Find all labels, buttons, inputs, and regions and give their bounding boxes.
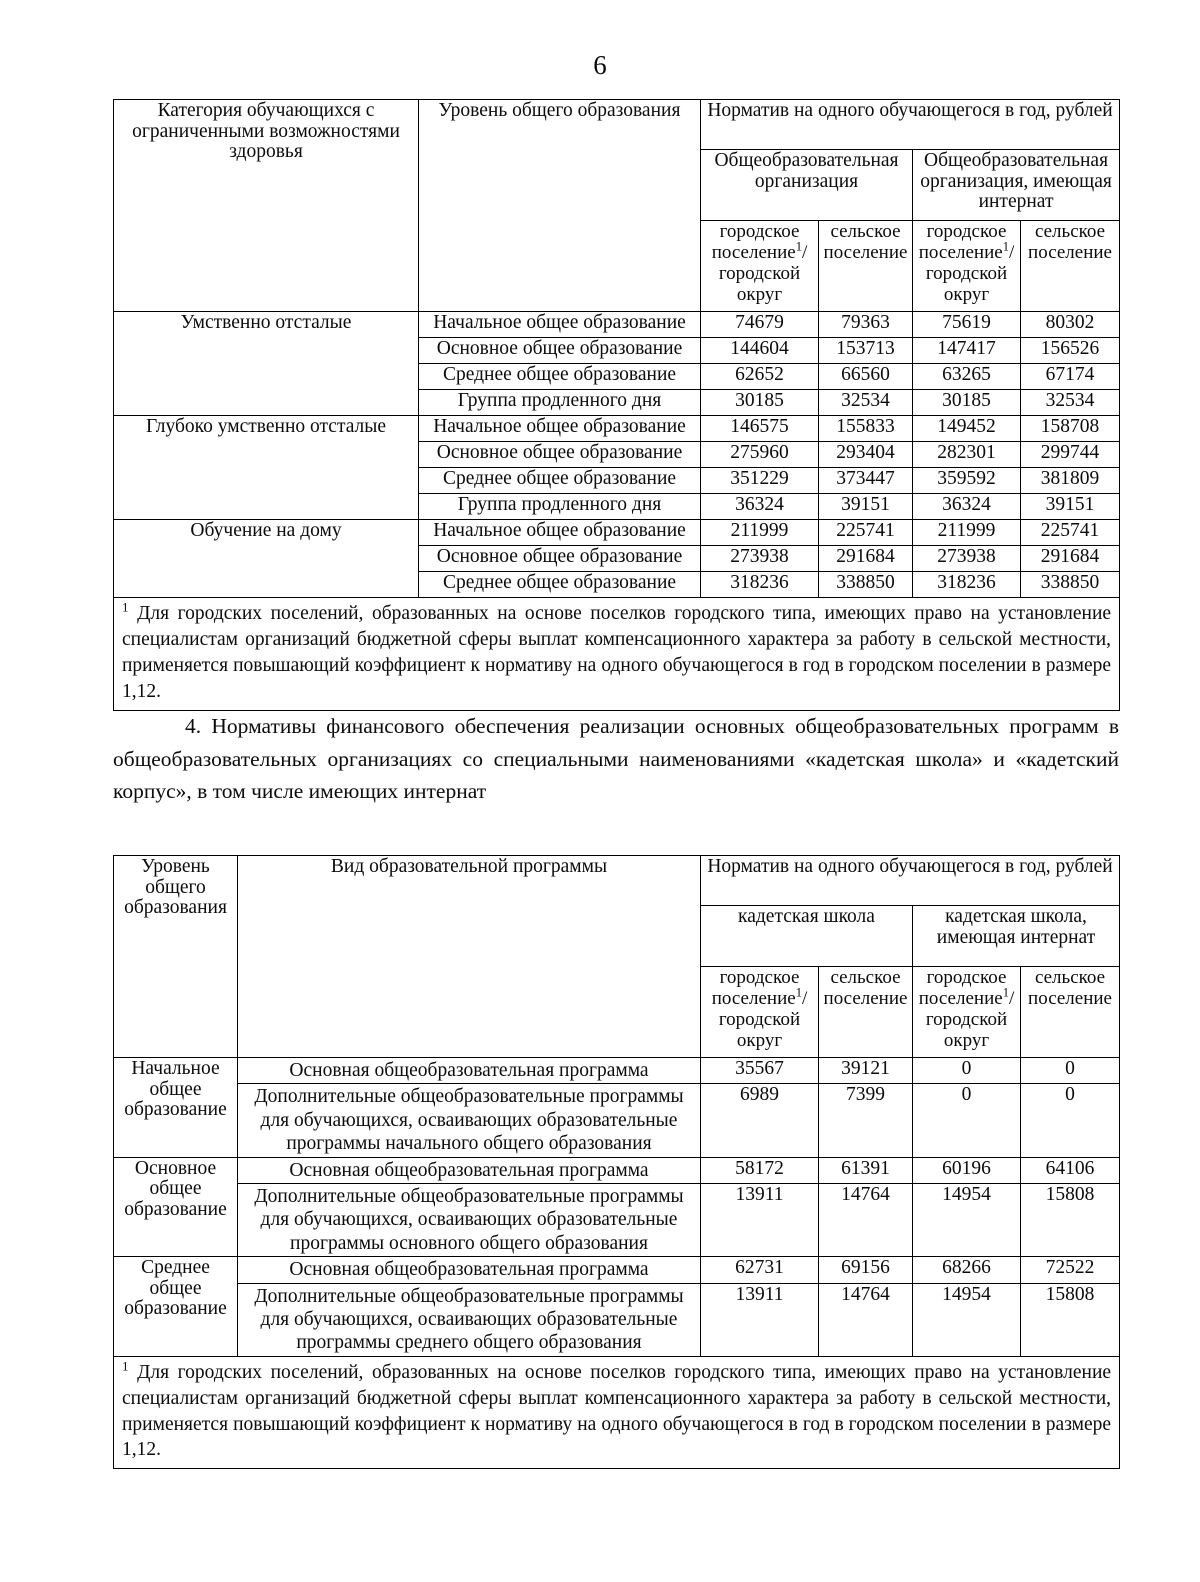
table-cadet-school-norms xyxy=(113,855,1119,1469)
table1-value: 144604 xyxy=(701,338,819,364)
table2-program-cell: Дополнительные общеобразовательные программы для обучающихся, осваивающих образовательные программы начального общего образования xyxy=(238,1084,701,1157)
table2-level-label: Основное общее образование xyxy=(114,1157,238,1257)
table1-value: 225741 xyxy=(819,520,913,546)
table2-subheader-rural-2: сельское поселение xyxy=(1021,967,1120,1058)
table2-footnote-row xyxy=(114,1356,1120,1469)
table1-value: 66560 xyxy=(819,364,913,390)
table1-level-cell: Начальное общее образование xyxy=(419,416,701,442)
table1-value: 30185 xyxy=(701,390,819,416)
table1-subheader-urban-1 xyxy=(701,221,819,312)
footnote-ref-icon: 1 xyxy=(1002,239,1009,254)
table1-value: 318236 xyxy=(701,572,819,598)
table1-value: 146575 xyxy=(701,416,819,442)
table2-subheader-urban-2 xyxy=(913,967,1021,1058)
table1-value: 62652 xyxy=(701,364,819,390)
table1-subheader-urban-2 xyxy=(913,221,1021,312)
table2-subheader-urban-1 xyxy=(701,967,819,1058)
table1-level-cell: Начальное общее образование xyxy=(419,312,701,338)
table-row xyxy=(114,1084,1120,1157)
table1-value: 155833 xyxy=(819,416,913,442)
table1-value: 80302 xyxy=(1021,312,1120,338)
table1-value: 225741 xyxy=(1021,520,1120,546)
table2-value: 14764 xyxy=(819,1283,913,1356)
table1-subheader-urban-1-tail: / городской округ xyxy=(718,241,808,305)
table2-header-norm-group: Норматив на одного обучающегося в год, рублей xyxy=(701,856,1120,906)
table2-value: 13911 xyxy=(701,1283,819,1356)
footnote-marker-icon: 1 xyxy=(122,1358,129,1374)
table1-subheader-urban-2-text: городское поселение xyxy=(918,221,1007,263)
table1-value: 36324 xyxy=(701,494,819,520)
table2-value: 64106 xyxy=(1021,1157,1120,1183)
footnote-ref-icon: 1 xyxy=(795,239,802,254)
table1-header-org-boarding: Общеобразовательная организация, имеющая интернат xyxy=(913,150,1120,221)
footnote-marker-icon: 1 xyxy=(122,599,129,615)
table-row xyxy=(114,312,1120,338)
table1-value: 36324 xyxy=(913,494,1021,520)
table1-value: 158708 xyxy=(1021,416,1120,442)
table1-value: 338850 xyxy=(819,572,913,598)
table1-subheader-rural-2: сельское поселение xyxy=(1021,221,1120,312)
table1-value: 318236 xyxy=(913,572,1021,598)
table-disabled-students-norms xyxy=(113,99,1119,711)
table2-header-level: Уровень общего образования xyxy=(114,856,238,1058)
footnote-ref-icon: 1 xyxy=(1002,985,1009,1000)
table2-program-cell: Основная общеобразовательная программа xyxy=(238,1257,701,1283)
table1-value: 338850 xyxy=(1021,572,1120,598)
table1-header-category: Категория обучающихся с ограниченными возможностями здоровья xyxy=(114,100,419,312)
table1-value: 32534 xyxy=(1021,390,1120,416)
table1-level-cell: Среднее общее образование xyxy=(419,572,701,598)
table1-value: 273938 xyxy=(701,546,819,572)
table2-value: 72522 xyxy=(1021,1257,1120,1283)
table1-footnote xyxy=(114,598,1119,710)
table2-value: 13911 xyxy=(701,1183,819,1256)
table2 xyxy=(113,855,1120,1469)
table2-header-row-1 xyxy=(114,856,1120,906)
table2-value: 14764 xyxy=(819,1183,913,1256)
table1-value: 156526 xyxy=(1021,338,1120,364)
table1-value: 74679 xyxy=(701,312,819,338)
table1-level-cell: Основное общее образование xyxy=(419,338,701,364)
table1-subheader-rural-1: сельское поселение xyxy=(819,221,913,312)
table1-header-row-1 xyxy=(114,100,1120,150)
table1-value: 32534 xyxy=(819,390,913,416)
table2-value: 0 xyxy=(913,1084,1021,1157)
table1-value: 351229 xyxy=(701,468,819,494)
table2-value: 58172 xyxy=(701,1157,819,1183)
table1 xyxy=(113,99,1120,711)
table1-value: 211999 xyxy=(701,520,819,546)
table1-footnote-cell xyxy=(114,598,1120,711)
table2-level-label: Начальное общее образование xyxy=(114,1058,238,1158)
table2-subheader-urban-2-text: городское поселение xyxy=(918,967,1007,1009)
table1-header-org-plain: Общеобразовательная организация xyxy=(701,150,913,221)
table2-value: 62731 xyxy=(701,1257,819,1283)
table2-value: 0 xyxy=(1021,1084,1120,1157)
table1-header-level: Уровень общего образования xyxy=(419,100,701,312)
table1-level-cell: Основное общее образование xyxy=(419,546,701,572)
table-row xyxy=(114,1157,1120,1183)
table2-value: 60196 xyxy=(913,1157,1021,1183)
table2-value: 6989 xyxy=(701,1084,819,1157)
page-number: 6 xyxy=(593,50,607,80)
section-paragraph-4: 4. Нормативы финансового обеспечения реализации основных общеобразовательных программ в общеобразовательных организациях со специальными наименованиями «кадетская школа» и «кадетский корпус», в том числе имеющих интернат xyxy=(113,714,1119,804)
table1-value: 359592 xyxy=(913,468,1021,494)
table2-value: 0 xyxy=(1021,1058,1120,1084)
table2-footnote-cell xyxy=(114,1356,1120,1469)
table1-value: 282301 xyxy=(913,442,1021,468)
table1-group-label: Умственно отсталые xyxy=(114,312,419,416)
table1-value: 153713 xyxy=(819,338,913,364)
table1-value: 39151 xyxy=(1021,494,1120,520)
table1-value: 75619 xyxy=(913,312,1021,338)
table2-program-cell: Основная общеобразовательная программа xyxy=(238,1157,701,1183)
table2-program-cell: Дополнительные общеобразовательные программы для обучающихся, осваивающих образовательные программы основного общего образования xyxy=(238,1183,701,1256)
table2-value: 0 xyxy=(913,1058,1021,1084)
table1-subheader-urban-1-text: городское поселение xyxy=(711,221,800,263)
table2-value: 39121 xyxy=(819,1058,913,1084)
table2-subheader-urban-1-tail: / городской округ xyxy=(718,987,808,1051)
table2-value: 69156 xyxy=(819,1257,913,1283)
table2-subheader-urban-2-tail: / городской округ xyxy=(925,987,1015,1051)
table1-value: 373447 xyxy=(819,468,913,494)
table2-value: 68266 xyxy=(913,1257,1021,1283)
footnote-ref-icon: 1 xyxy=(795,985,802,1000)
table1-value: 291684 xyxy=(819,546,913,572)
table2-value: 14954 xyxy=(913,1183,1021,1256)
table1-value: 79363 xyxy=(819,312,913,338)
table2-subheader-urban-1-text: городское поселение xyxy=(711,967,800,1009)
table1-footnote-text: Для городских поселений, образованных на основе поселков городского типа, имеющих право на установление специалистам организаций бюджетной сферы выплат компенсационного характера за работу в сельской местности, применяется повышающий коэффициент к нормативу на одного обучающегося в год в городском поселении в размере 1,12. xyxy=(122,603,1112,702)
table2-value: 15808 xyxy=(1021,1283,1120,1356)
table2-value: 35567 xyxy=(701,1058,819,1084)
table1-level-cell: Основное общее образование xyxy=(419,442,701,468)
table1-level-cell: Среднее общее образование xyxy=(419,468,701,494)
table2-subheader-rural-1: сельское поселение xyxy=(819,967,913,1058)
table-row xyxy=(114,1183,1120,1256)
table2-program-cell: Основная общеобразовательная программа xyxy=(238,1058,701,1084)
table2-header-school-plain: кадетская школа xyxy=(701,906,913,967)
table1-value: 291684 xyxy=(1021,546,1120,572)
table1-group-label: Глубоко умственно отсталые xyxy=(114,416,419,520)
table2-value: 14954 xyxy=(913,1283,1021,1356)
table1-value: 211999 xyxy=(913,520,1021,546)
table1-level-cell: Группа продленного дня xyxy=(419,390,701,416)
table1-level-cell: Группа продленного дня xyxy=(419,494,701,520)
table1-value: 293404 xyxy=(819,442,913,468)
table1-value: 63265 xyxy=(913,364,1021,390)
table1-subheader-urban-2-tail: / городской округ xyxy=(925,241,1015,305)
table-row xyxy=(114,1058,1120,1084)
table1-value: 147417 xyxy=(913,338,1021,364)
table-row xyxy=(114,1257,1120,1283)
table2-value: 15808 xyxy=(1021,1183,1120,1256)
table1-level-cell: Начальное общее образование xyxy=(419,520,701,546)
table1-value: 149452 xyxy=(913,416,1021,442)
table1-value: 273938 xyxy=(913,546,1021,572)
table1-value: 381809 xyxy=(1021,468,1120,494)
table-row xyxy=(114,1283,1120,1356)
table-row xyxy=(114,520,1120,546)
table1-value: 299744 xyxy=(1021,442,1120,468)
table2-footnote xyxy=(114,1357,1119,1469)
table1-value: 39151 xyxy=(819,494,913,520)
table1-value: 30185 xyxy=(913,390,1021,416)
table2-value: 7399 xyxy=(819,1084,913,1157)
table1-group-label: Обучение на дому xyxy=(114,520,419,598)
table2-footnote-text: Для городских поселений, образованных на основе поселков городского типа, имеющих право на установление специалистам организаций бюджетной сферы выплат компенсационного характера за работу в сельской местности, применяется повышающий коэффициент к нормативу на одного обучающегося в год в городском поселении в размере 1,12. xyxy=(122,1361,1112,1461)
table1-value: 67174 xyxy=(1021,364,1120,390)
table2-header-program: Вид образовательной программы xyxy=(238,856,701,1058)
table1-level-cell: Среднее общее образование xyxy=(419,364,701,390)
table1-value: 275960 xyxy=(701,442,819,468)
table2-header-school-boarding: кадетская школа, имеющая интернат xyxy=(913,906,1120,967)
table1-header-norm-group: Норматив на одного обучающегося в год, рублей xyxy=(701,100,1120,150)
table2-program-cell: Дополнительные общеобразовательные программы для обучающихся, осваивающих образовательные программы среднего общего образования xyxy=(238,1283,701,1356)
table2-level-label: Среднее общее образование xyxy=(114,1257,238,1357)
table1-footnote-row xyxy=(114,598,1120,711)
table-row xyxy=(114,416,1120,442)
table2-value: 61391 xyxy=(819,1157,913,1183)
